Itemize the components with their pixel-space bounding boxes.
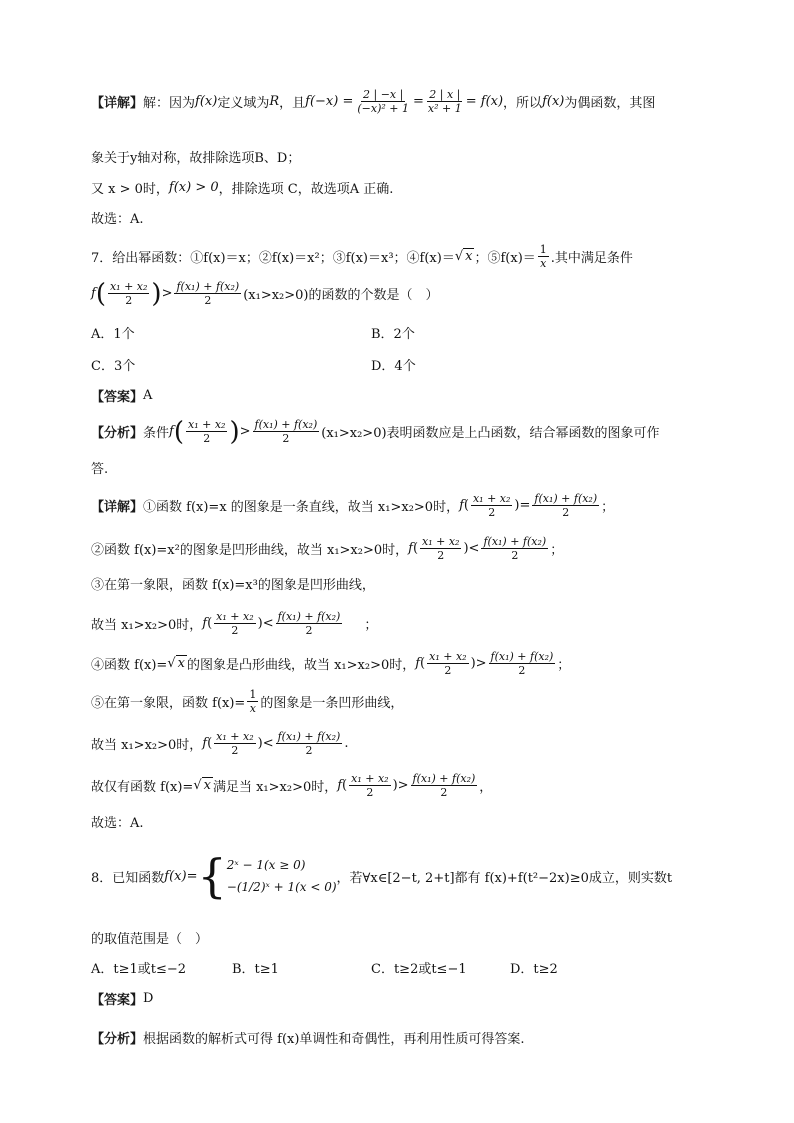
detail-d5: ④函数 f(x)= √ x 的图象是凸形曲线，故当 x₁>x₂>0时， f ( $\frac{\text{x₁ + x₂}}{2}$ ) > $\frac{\text{f(x₁) + f(x₂)}}{2}$ ； (91, 650, 571, 677)
option-7D: D．4个 (371, 359, 416, 374)
fraction: $\frac{1}{x}$ (539, 243, 547, 270)
math-fx: f(x) (195, 94, 218, 109)
answer-7: 【答案】 A (91, 388, 153, 405)
math-R: R (269, 94, 280, 109)
option-7B: B．2个 (371, 327, 415, 342)
analysis-7b: 答. (91, 462, 109, 477)
question-7-cond: f ( $\frac{\text{x₁ + x₂}}{2}$ ) > $\frac{\text{f(x₁) + f(x₂)}}{2}$ (x₁>x₂>0)的函数的个数是（ ） (91, 278, 439, 309)
text: ；⑤f(x)＝ (474, 251, 536, 266)
text: 又 x > 0时， (91, 182, 169, 197)
fraction: $\frac{2 | -x |}{\text{(−x)² + 1}}$ (357, 88, 409, 115)
math-fx: f(x) (542, 94, 565, 109)
option-8A: A．t≥1或t≤−2 (91, 962, 187, 977)
text: 7．给出幂函数：①f(x)＝x；②f(x)＝x²；③f(x)＝x³；④f(x)＝ (91, 251, 455, 266)
detail-tag: 【详解】 (91, 96, 144, 111)
math: f(x) > 0 (168, 180, 219, 195)
analysis-7: 【分析】 条件 f ( $\frac{\text{x₁ + x₂}}{2}$ ) > $\frac{\text{f(x₁) + f(x₂)}}{2}$ (x₁>x₂>0)表明函数应是上凸函数，结合幂函数的图象可作 (91, 416, 660, 447)
detail-d3: ③在第一象限，函数 f(x)=x³的图象是凹形曲线， (91, 578, 375, 593)
detail-d9: 故选：A. (91, 816, 144, 831)
option-8D: D．t≥2 (510, 962, 558, 977)
detail-d4: 故当 x₁>x₂>0时， f ( $\frac{\text{x₁ + x₂}}{2}$ ) < $\frac{\text{f(x₁) + f(x₂)}}{2}$ ； (91, 610, 378, 637)
detail-d8: 故仅有函数 f(x)= √ x 满足当 x₁>x₂>0时， f ( $\frac{\text{x₁ + x₂}}{2}$ ) > $\frac{\text{f(x₁) + f(x₂)}}{2}$ ， (91, 772, 493, 799)
option-7A: A．1个 (91, 327, 135, 342)
detail-d2: ②函数 f(x)=x²的图象是凹形曲线，故当 x₁>x₂>0时， f ( $\frac{\text{x₁ + x₂}}{2}$ ) < $\frac{\text{f(x₁) + f(x₂)}}{2}$ ； (91, 535, 564, 562)
text: .其中满足条件 (550, 251, 633, 266)
text: ，且 (279, 96, 306, 111)
text: 定义域为 (217, 96, 270, 111)
piecewise: { 2ˣ − 1(x ≥ 0) −(1/2)ˣ + 1(x < 0) (197, 849, 337, 903)
detail-d6: ⑤在第一象限，函数 f(x)= $\frac{1}{x}$ 的图象是一条凹形曲线， (91, 688, 404, 715)
detail-line-4 (91, 208, 144, 227)
text: (x₁>x₂>0)的函数的个数是（ ） (243, 288, 439, 303)
detail-d1: 【详解】 ①函数 f(x)=x 的图象是一条直线，故当 x₁>x₂>0时， f ( $\frac{\text{x₁ + x₂}}{2}$ ) = $\frac{\text{f(x₁) + f(x₂)}}{2}$ ； (91, 492, 615, 519)
question-8b: 的取值范围是（ ） (91, 932, 209, 947)
detail-line-3 (91, 178, 393, 197)
equals: = (413, 94, 424, 109)
math-fneg: f(−x) = (305, 94, 354, 109)
text: 为偶函数，其图 (564, 96, 656, 111)
text: ，排除选项 C，故选项A 正确. (218, 182, 394, 197)
question-7 (91, 243, 633, 270)
text: ，所以 (503, 96, 543, 111)
fraction: $\frac{2 | x |}{\text{x² + 1}}$ (427, 88, 462, 115)
text: 故选：A. (91, 212, 144, 227)
option-8C: C．t≥2或t≤−1 (371, 962, 467, 977)
analysis-8: 【分析】 根据函数的解析式可得 f(x)单调性和奇偶性，再利用性质可得答案. (91, 1032, 525, 1047)
question-8: 8．已知函数 f(x) = { 2ˣ − 1(x ≥ 0) −(1/2)ˣ + 1(x < 0) ，若∀x∈[2−t, 2+t]都有 f(x)+f(t²−2x)≥0成立，则实数t (91, 849, 673, 903)
text: 解：因为 (143, 96, 196, 111)
option-7C: C．3个 (91, 359, 136, 374)
detail-d7: 故当 x₁>x₂>0时， f ( $\frac{\text{x₁ + x₂}}{2}$ ) < $\frac{\text{f(x₁) + f(x₂)}}{2}$ . (91, 730, 349, 757)
math-rhs: = f(x) (465, 94, 504, 109)
option-8B: B．t≥1 (232, 962, 279, 977)
detail-line-1 (91, 88, 655, 115)
text: 象关于y轴对称，故排除选项B、D； (91, 151, 301, 166)
detail-line-2 (91, 147, 300, 166)
answer-8: 【答案】 D (91, 991, 154, 1008)
sqrt: √ x (454, 249, 473, 264)
